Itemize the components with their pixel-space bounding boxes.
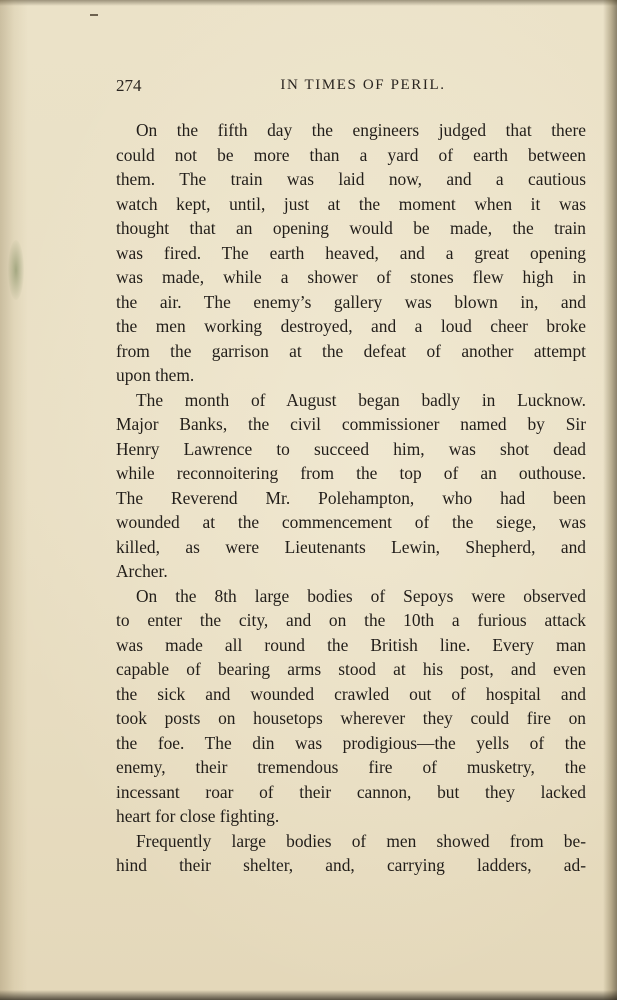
text-line: the foe. The din was prodigious—the yells of the (116, 732, 586, 753)
text-line: watch kept, until, just at the moment when it was (116, 193, 586, 214)
text-line: On the fifth day the engineers judged that there (136, 120, 586, 140)
text-line: wounded at the commencement of the siege, was (116, 512, 586, 532)
page-number: 274 (116, 76, 142, 95)
text-line: capable of bearing arms stood at his post, and even (116, 659, 586, 679)
text-line: was fired. The earth heaved, and a great opening (116, 242, 586, 263)
page-header (116, 76, 586, 100)
text-line: the sick and wounded crawled out of hospital and (116, 683, 586, 704)
text-line: heart for close fighting. (116, 806, 280, 826)
text-line: On the 8th large bodies of Sepoys were observed (136, 585, 586, 606)
text-line: while reconnoitering from the top of an outhouse. (116, 463, 586, 483)
binding-gutter-shadow (0, 0, 28, 1000)
text-line: The month of August began badly in Lucknow. (136, 389, 586, 410)
text-line: thought that an opening would be made, the train (116, 218, 586, 238)
text-line: incessant roar of their cannon, but they lacked (116, 781, 586, 802)
text-line: was made, while a shower of stones flew high in (116, 267, 586, 287)
text-line: Henry Lawrence to succeed him, was shot dead (116, 438, 586, 459)
text-line: Archer. (116, 561, 168, 581)
text-line: from the garrison at the defeat of another attempt (116, 340, 586, 361)
body-text (116, 118, 586, 878)
text-line: The Reverend Mr. Polehampton, who had been (116, 487, 586, 508)
page-bottom-edge (0, 990, 617, 1000)
text-line: Major Banks, the civil commissioner named by Sir (116, 414, 586, 434)
page-top-edge (0, 0, 617, 6)
text-line: the air. The enemy’s gallery was blown in, and (116, 291, 586, 312)
text-line: them. The train was laid now, and a cautious (116, 169, 586, 189)
text-line: was made all round the British line. Every man (116, 634, 586, 655)
running-title: IN TIMES OF PERIL. (280, 77, 446, 93)
text-line: Frequently large bodies of men showed from be- (136, 830, 586, 851)
page-mark (90, 14, 98, 16)
text-line: killed, as were Lieutenants Lewin, Shepherd, and (116, 536, 586, 557)
text-line: could not be more than a yard of earth between (116, 144, 586, 165)
page-stain (8, 240, 24, 300)
text-line: enemy, their tremendous fire of musketry, the (116, 757, 586, 777)
text-line: the men working destroyed, and a loud cheer broke (116, 316, 586, 336)
text-line: upon them. (116, 365, 195, 385)
text-line: to enter the city, and on the 10th a furious attack (116, 610, 586, 630)
text-line: hind their shelter, and, carrying ladders, ad- (116, 855, 586, 875)
text-line: took posts on housetops wherever they could fire on (116, 708, 586, 728)
page-right-edge (603, 0, 617, 1000)
